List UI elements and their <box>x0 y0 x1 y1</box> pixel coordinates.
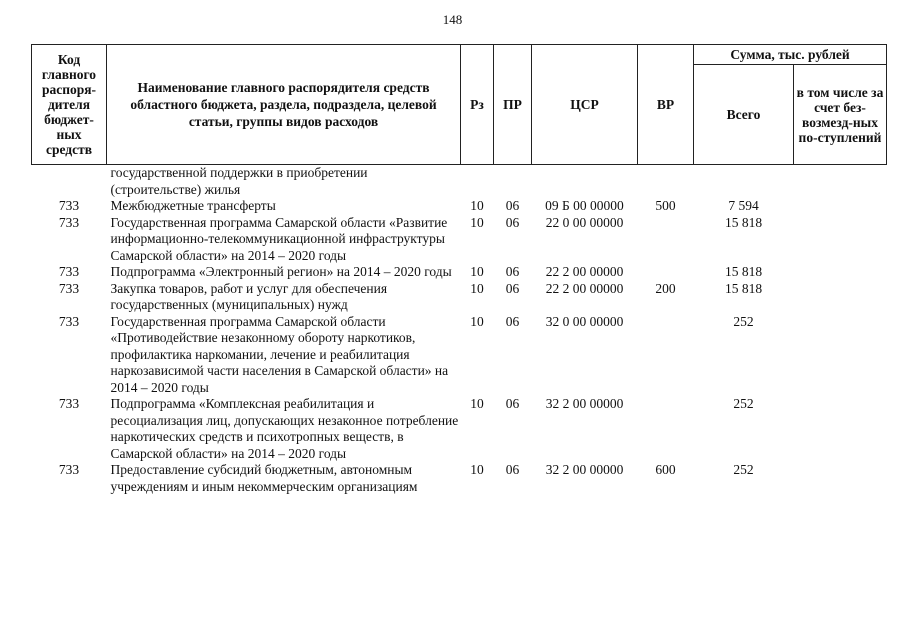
cell-total: 15 818 <box>724 264 763 279</box>
cell-csr: 32 2 00 00000 <box>545 396 624 411</box>
table-row <box>32 215 887 265</box>
cell-name: Подпрограмма «Электронный регион» на 2014 – 2020 годы <box>110 264 452 279</box>
cell-vr <box>638 396 694 462</box>
cell-vr: 200 <box>655 280 676 296</box>
cell-name: Закупка товаров, работ и услуг для обеспечения государственных (муниципальных) нужд <box>110 280 388 312</box>
cell-total: 252 <box>733 396 754 411</box>
cell-free <box>794 165 887 199</box>
header-sum: Сумма, тыс. рублей <box>694 45 887 65</box>
header-total: Всего <box>694 65 794 165</box>
table-header <box>32 45 887 165</box>
table-row <box>32 396 887 462</box>
header-pr: ПР <box>494 45 532 165</box>
cell-total: 15 818 <box>724 214 763 230</box>
cell-total: 252 <box>733 313 754 329</box>
table-row <box>32 462 887 495</box>
cell-pr: 06 <box>505 396 520 411</box>
cell-total: 15 818 <box>724 280 763 296</box>
cell-rz: 10 <box>470 198 484 213</box>
cell-csr: 22 2 00 00000 <box>545 264 624 279</box>
cell-name: Предоставление субсидий бюджетным, автономным учреждениям и иным некоммерческим организациям <box>110 462 418 494</box>
table-row <box>32 165 887 199</box>
cell-code: 733 <box>58 280 80 296</box>
cell-free <box>794 264 887 281</box>
cell-code: 733 <box>58 396 80 411</box>
cell-pr <box>494 165 532 199</box>
budget-table <box>31 44 887 495</box>
cell-pr: 06 <box>505 198 520 213</box>
cell-rz: 10 <box>470 313 484 329</box>
cell-rz: 10 <box>470 396 484 411</box>
cell-vr: 500 <box>655 198 676 213</box>
cell-code: 733 <box>58 198 80 213</box>
cell-free <box>794 462 887 495</box>
cell-pr: 06 <box>505 462 520 477</box>
cell-rz: 10 <box>470 264 484 279</box>
cell-code: 733 <box>58 264 80 279</box>
cell-pr: 06 <box>505 264 520 279</box>
header-free: в том числе за счет без-возмезд-ных по-ступлений <box>794 65 887 165</box>
cell-rz: 10 <box>470 462 484 477</box>
cell-csr: 22 2 00 00000 <box>545 280 624 296</box>
cell-rz: 10 <box>470 280 484 296</box>
table-row <box>32 314 887 397</box>
header-code: Код главного распоря-дителя бюджет-ных средств <box>32 45 107 165</box>
cell-name: Государственная программа Самарской области «Развитие информационно-телекоммуникационной инфраструктуры Самарской области» на 2014 – 2020 годы <box>110 214 448 263</box>
cell-total: 252 <box>733 462 754 477</box>
cell-free <box>794 281 887 314</box>
cell-code <box>32 165 107 199</box>
cell-csr: 09 Б 00 00000 <box>545 198 624 213</box>
header-csr: ЦСР <box>532 45 638 165</box>
cell-total: 7 594 <box>728 198 759 213</box>
cell-vr <box>638 264 694 281</box>
cell-name: государственной поддержки в приобретении (строительстве) жилья <box>110 165 368 197</box>
cell-pr: 06 <box>505 214 520 230</box>
cell-vr <box>638 165 694 199</box>
header-rz: Рз <box>461 45 494 165</box>
cell-name: Межбюджетные трансферты <box>110 198 276 213</box>
cell-csr <box>532 165 638 199</box>
page-number: 148 <box>442 12 463 27</box>
table-body <box>32 165 887 496</box>
cell-csr: 22 0 00 00000 <box>545 214 624 230</box>
cell-code: 733 <box>58 313 80 329</box>
cell-vr: 600 <box>655 462 676 477</box>
cell-pr: 06 <box>505 280 520 296</box>
header-vr: ВР <box>638 45 694 165</box>
table-row <box>32 198 887 215</box>
cell-vr <box>638 215 694 265</box>
cell-rz: 10 <box>470 214 484 230</box>
cell-free <box>794 396 887 462</box>
cell-csr: 32 0 00 00000 <box>545 313 624 329</box>
cell-free <box>794 314 887 397</box>
cell-free <box>794 198 887 215</box>
table-row <box>32 264 887 281</box>
cell-code: 733 <box>58 214 80 230</box>
cell-name: Подпрограмма «Комплексная реабилитация и ресоциализация лиц, допускающих незаконное потребление наркотических средств и психотропных веществ, в Самарской области» на 2014 – 2020 годы <box>110 396 459 461</box>
cell-pr: 06 <box>505 313 520 329</box>
header-name: Наименование главного распорядителя средств областного бюджета, раздела, подраздела, целевой статьи, группы видов расходов <box>107 45 461 165</box>
cell-vr <box>638 314 694 397</box>
cell-free <box>794 215 887 265</box>
cell-code: 733 <box>58 462 80 477</box>
cell-total <box>694 165 794 199</box>
cell-name: Государственная программа Самарской области «Противодействие незаконному обороту наркотиков, профилактика наркомании, лечение и реабилитация наркозависимой части населения в Самарской области» на 2014 – 2020 годы <box>110 313 449 395</box>
cell-rz <box>461 165 494 199</box>
cell-csr: 32 2 00 00000 <box>545 462 624 477</box>
table-row <box>32 281 887 314</box>
